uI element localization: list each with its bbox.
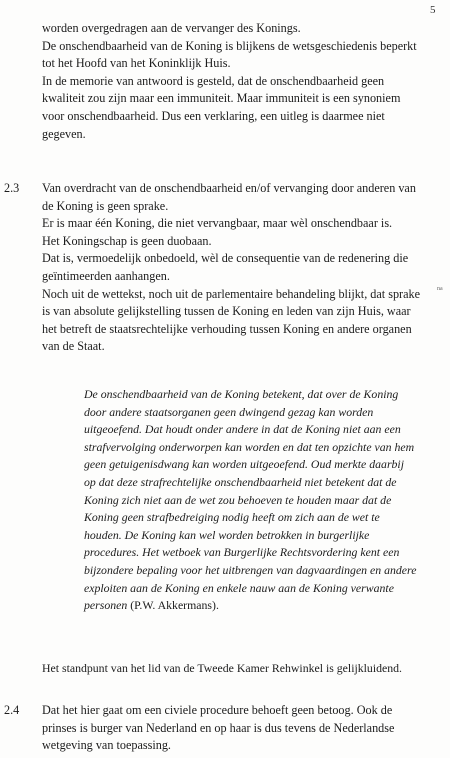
text-line: van de Staat. bbox=[42, 339, 105, 354]
intro-paragraph bbox=[42, 20, 444, 143]
standpunt-sentence: Het standpunt van het lid van de Tweede Kamer Rehwinkel is gelijkluidend. bbox=[42, 661, 402, 675]
text-line: In de memorie van antwoord is gesteld, dat de onschendbaarheid geen bbox=[42, 73, 385, 88]
text-line: Dat is, vermoedelijk onbedoeld, wèl de consequentie van de redenering die bbox=[42, 251, 409, 266]
text-line: Van overdracht van de onschendbaarheid en/of vervanging door anderen van bbox=[42, 181, 416, 195]
text-line: voor onschendbaarheid. Dus een verklaring, een uitleg is daarmee niet bbox=[42, 108, 385, 123]
section-2-4-paragraph bbox=[42, 702, 444, 755]
section-number-2-4: 2.4 bbox=[4, 703, 20, 717]
text-line: tot het Hoofd van het Koninklijk Huis. bbox=[42, 56, 231, 71]
text-line: kwaliteit zou zijn maar een immuniteit. Maar immuniteit is een synoniem bbox=[42, 91, 401, 106]
text-line: Noch uit de wettekst, noch uit de parlementaire behandeling blijkt, dat sprake bbox=[42, 286, 421, 301]
quote-line: De onschendbaarheid van de Koning betekent, dat over de Koning bbox=[84, 387, 399, 401]
text-line: Er is maar één Koning, die niet vervangbaar, maar wèl onschendbaar is. bbox=[42, 216, 393, 231]
text-line: wetgeving van toepassing. bbox=[42, 738, 171, 753]
section-number-2-3: 2.3 bbox=[4, 181, 20, 195]
text-line: worden overgedragen aan de vervanger des Konings. bbox=[42, 21, 301, 35]
quote-line: exploiten aan de Koning en enkele nauw aan de Koning verwante bbox=[84, 580, 394, 595]
block-quote bbox=[84, 386, 446, 615]
quote-attribution: (P.W. Akkermans). bbox=[127, 598, 219, 613]
text-line: gegeven. bbox=[42, 126, 86, 141]
text-line: De onschendbaarheid van de Koning is blijkens de wetsgeschiedenis beperkt bbox=[42, 38, 417, 53]
quote-line: op dat deze strafrechtelijke onschendbaarheid niet betekent dat de bbox=[84, 474, 397, 489]
quote-line: bijzondere bepaling voor het uitbrengen van dagvaardingen en andere bbox=[84, 562, 417, 577]
quote-line: procedures. Het wetboek van Burgerlijke Rechtsvordering kent een bbox=[84, 545, 400, 560]
quote-line: houden. De Koning kan wel worden betrokken in burgerlijke bbox=[84, 527, 370, 542]
section-2-3-paragraph bbox=[42, 180, 444, 356]
text-line: is van absolute gelijkstelling tussen de Koning en leden van zijn Huis, waar bbox=[42, 304, 411, 319]
quote-last-word: personen bbox=[84, 598, 128, 613]
quote-last-line bbox=[84, 597, 446, 615]
quote-line: strafvervolging onderworpen kan worden en dat ten opzichte van hem bbox=[84, 439, 415, 454]
page-number: 5 bbox=[430, 4, 436, 16]
quote-line: Koning zich niet aan de wet zou behoeven te houden maar dat de bbox=[84, 492, 392, 507]
quote-line: Koning geen strafbedreiging nodig heeft om zich aan de wet te bbox=[84, 510, 380, 525]
margin-mark: na bbox=[437, 286, 443, 292]
text-line: Het Koningschap is geen duobaan. bbox=[42, 233, 212, 248]
text-line: Dat het hier gaat om een civiele procedure behoeft geen betoog. Ook de bbox=[42, 703, 393, 717]
quote-line: geen getuigenisdwang kan worden uitgeoefend. Oud merkte daarbij bbox=[84, 457, 404, 472]
text-line: geïntimeerden aanhangen. bbox=[42, 268, 170, 283]
quote-line: door andere staatsorganen geen dwingend gezag kan worden bbox=[84, 404, 374, 419]
text-line: prinses is burger van Nederland en op haar is dus tevens de Nederlandse bbox=[42, 720, 395, 735]
quote-line: uitgeoefend. Dat houdt onder andere in dat de Koning niet aan een bbox=[84, 422, 401, 437]
text-line: de Koning is geen sprake. bbox=[42, 198, 169, 213]
text-line: het betreft de staatsrechtelijke verhouding tussen Koning en andere organen bbox=[42, 321, 412, 336]
